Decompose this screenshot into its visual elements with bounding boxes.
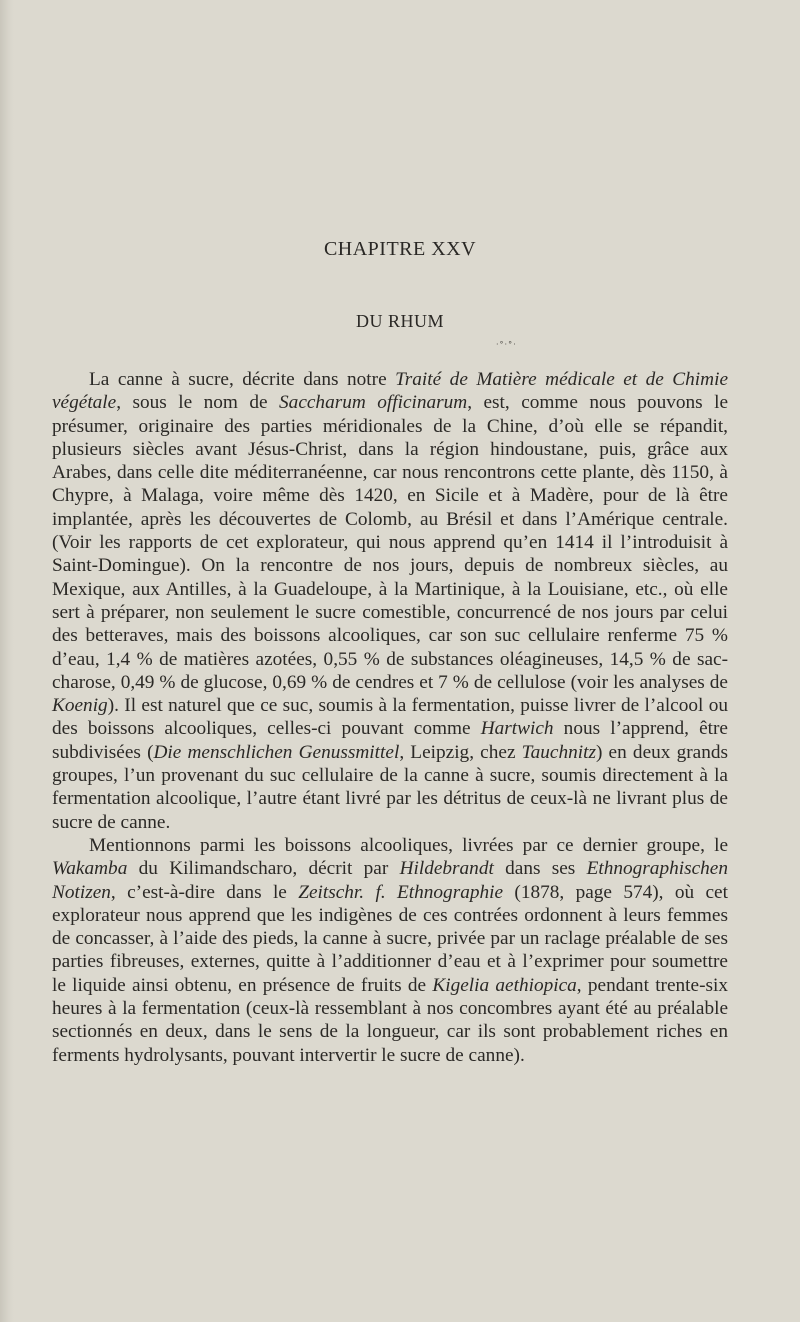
text-run: , sous le nom de — [116, 392, 280, 414]
italic-text-run: Ethnographischen Notizen — [52, 858, 728, 903]
italic-text-run: Kigelia aethiopica — [432, 974, 577, 996]
italic-text-run: Koenig — [52, 695, 108, 717]
paragraph — [52, 368, 728, 834]
italic-text-run: Die menschlichen Genussmittel — [153, 741, 400, 763]
paragraph — [52, 834, 728, 1067]
italic-text-run: Hildebrandt — [399, 858, 494, 880]
italic-text-run: Hartwich — [480, 718, 554, 740]
text-run: Mentionnons parmi les boissons alcooliques, livrées par ce dernier groupe, le — [89, 834, 728, 856]
text-run: dans ses — [493, 858, 587, 880]
text-run: , pendant trente-six heures à la fermentation (ceux-là ressemblant à nos concombres ayant été au préalable sectionnés en deux, dans le sens de la longueur, car ils sont probablement riches en ferments hydrolysants, pouvant intervertir le sucre de canne). — [52, 974, 729, 1066]
text-run: , Leipzig, chez — [399, 741, 522, 763]
page-binding-shadow — [0, 0, 14, 1322]
ink-speckle: ·°·°· — [496, 340, 517, 349]
text-run: du Kilimandscharo, décrit par — [127, 858, 400, 880]
text-run: nous l’apprend, être subdivisées ( — [52, 718, 728, 763]
italic-text-run: Zeitschr. f. Ethnographie — [298, 881, 504, 903]
text-run: ) en deux grands groupes, l’un provenant du suc cellulaire de la canne à sucre, soumis directement à la fermentation alcoolique, l’autre étant livré par les détritus de ceux-là ne livrant plus de sucre de canne. — [52, 741, 728, 833]
text-run: , est, comme nous pouvons le présumer, originaire des parties méridionales de la Chine, d’où elle se répandit, plusieurs siècles avant Jésus-Christ, dans la région hindoustane, puis, grâce aux Arabes, dans celle dite méditerranéenne, car nous rencontrons cette plante, dès 1150, à Chypre, à Malaga, voire même dès 1420, en Sicile et à Madère, pour de là être implantée, après les découvertes de Colomb, au Brésil et dans l’Amérique centrale. (Voir les rapports de cet explorateur, qui nous apprend qu’en 1414 il l’introduisit à Saint-Domingue). On la rencontre de nos jours, depuis de nombreux siècles, au Mexique, aux Antilles, à la Guadeloupe, à la Martinique, à la Louisiane, etc., où elle sert à préparer, non seulement le sucre comestible, concurrencé de nos jours par celui des betteraves, mais des boissons alcooliques, car son suc cellulaire renferme 75 % d’eau, 1,4 % de matières azotées, 0,55 % de substances oléagineuses, 14,5 % de saccharose, 0,49 % de glucose, 0,69 % de cendres et 7 % de cellulose (voir les analyses de — [52, 392, 729, 693]
text-run: La canne à sucre, décrite dans notre — [89, 369, 396, 390]
text-run: (1878, page 574), où cet explorateur nous apprend que les indigènes de ces contrées ordonnent à leurs femmes de concasser, à l’aide des pieds, la canne à sucre, privée par un raclage préalable de ses parties fibreuses, externes, quitte à l’additionner d’eau et à l’exprimer pour soumettre le liquide ainsi obtenu, en présence de fruits de — [52, 881, 728, 996]
text-run: , c’est-à-dire dans le — [110, 881, 299, 903]
italic-text-run: Saccharum officinarum — [279, 392, 468, 414]
italic-text-run: Traité de Matière médicale et de Chimie végétale — [52, 369, 728, 414]
italic-text-run: Tauchnitz — [521, 741, 596, 763]
text-run: ). Il est naturel que ce suc, soumis à la fermentation, puisse livrer de l’alcool ou des boissons alcooliques, celles-ci pouvant comme — [52, 695, 728, 740]
section-heading: DU RHUM — [355, 311, 444, 331]
body-text — [52, 368, 728, 1067]
italic-text-run: Wakamba — [52, 858, 128, 880]
chapter-heading: CHAPITRE XXV — [323, 238, 477, 260]
